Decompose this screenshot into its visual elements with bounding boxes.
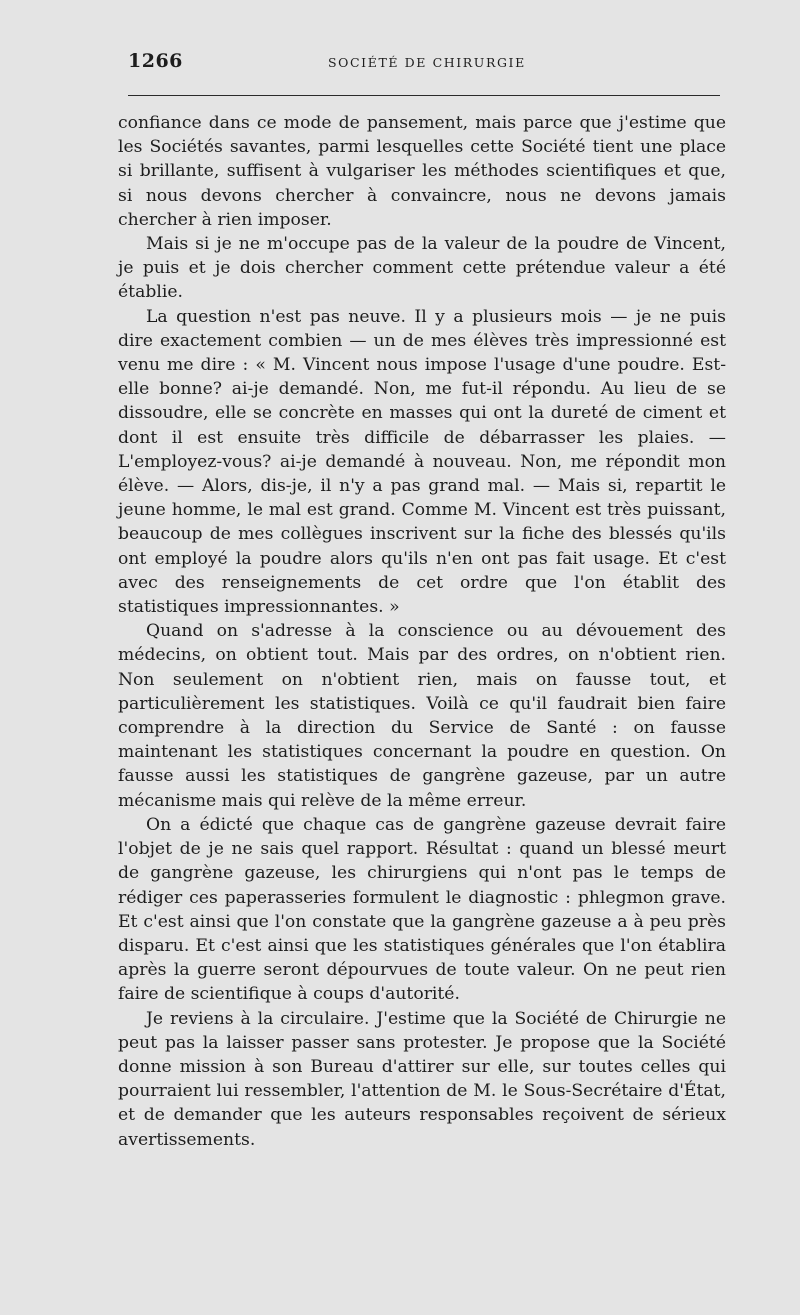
running-title: SOCIÉTÉ DE CHIRURGIE [328, 55, 526, 70]
header-rule [128, 95, 720, 96]
paragraph: Je reviens à la circulaire. J'estime que la Société de Chirurgie ne peut pas la laisser passer sans protester. Je propose que la Société donne mission à son Bureau d'attirer sur elle, sur toutes celles qui pourraient lui ressembler, l'attention de M. le Sous-Secrétaire d'État, et de demander que les auteurs responsables reçoivent de sérieux avertissements. [118, 1008, 726, 1150]
body-text [118, 111, 726, 1152]
paragraph: La question n'est pas neuve. Il y a plusieurs mois — je ne puis dire exactement combien — un de mes élèves très impressionné est venu me dire : « M. Vincent nous impose l'usage d'une poudre. Est-elle bonne? ai-je demandé. Non, me fut-il répondu. Au lieu de se dissoudre, elle se concrète en masses qui ont la dureté de ciment et dont il est ensuite très difficile de débarrasser les plaies. — L'employez-vous? ai-je demandé à nouveau. Non, me répondit mon élève. — Alors, dis-je, il n'y a pas grand mal. — Mais si, repartit le jeune homme, le mal est grand. Comme M. Vincent est très puissant, beaucoup de mes collègues inscrivent sur la fiche des blessés qu'ils ont employé la poudre alors qu'ils n'en ont pas fait usage. Et c'est avec des renseignements de cet ordre que l'on établit des statistiques impressionnantes. » [118, 306, 726, 618]
paragraph: Quand on s'adresse à la conscience ou au dévouement des médecins, on obtient tout. Mais par des ordres, on n'obtient rien. Non seulement on n'obtient rien, mais on fausse tout, et particulièrement les statistiques. Voilà ce qu'il faudrait bien faire comprendre à la direction du Service de Santé : on fausse maintenant les statistiques concernant la poudre en question. On fausse aussi les statistiques de gangrène gazeuse, par un autre mécanisme mais qui relève de la même erreur. [118, 621, 726, 811]
page-header [128, 50, 720, 80]
paragraph: Mais si je ne m'occupe pas de la valeur de la poudre de Vincent, je puis et je dois chercher comment cette prétendue valeur a été établie. [118, 234, 726, 303]
paragraph-continued: confiance dans ce mode de pansement, mais parce que j'estime que les Sociétés savantes, parmi lesquelles cette Société tient une place si brillante, suffisent à vulgariser les méthodes scientifiques et que, si nous devons chercher à convaincre, nous ne devons jamais chercher à rien imposer. [118, 113, 726, 230]
paragraph: On a édicté que chaque cas de gangrène gazeuse devrait faire l'objet de je ne sais quel rapport. Résultat : quand un blessé meurt de gangrène gazeuse, les chirurgiens qui n'ont pas le temps de rédiger ces paperasseries formulent le diagnostic : phlegmon grave. Et c'est ainsi que l'on constate que la gangrène gazeuse a à peu près disparu. Et c'est ainsi que les statistiques générales que l'on établira après la guerre seront dépourvues de toute valeur. On ne peut rien faire de scientifique à coups d'autorité. [118, 814, 726, 1005]
page-number: 1266 [128, 50, 183, 72]
